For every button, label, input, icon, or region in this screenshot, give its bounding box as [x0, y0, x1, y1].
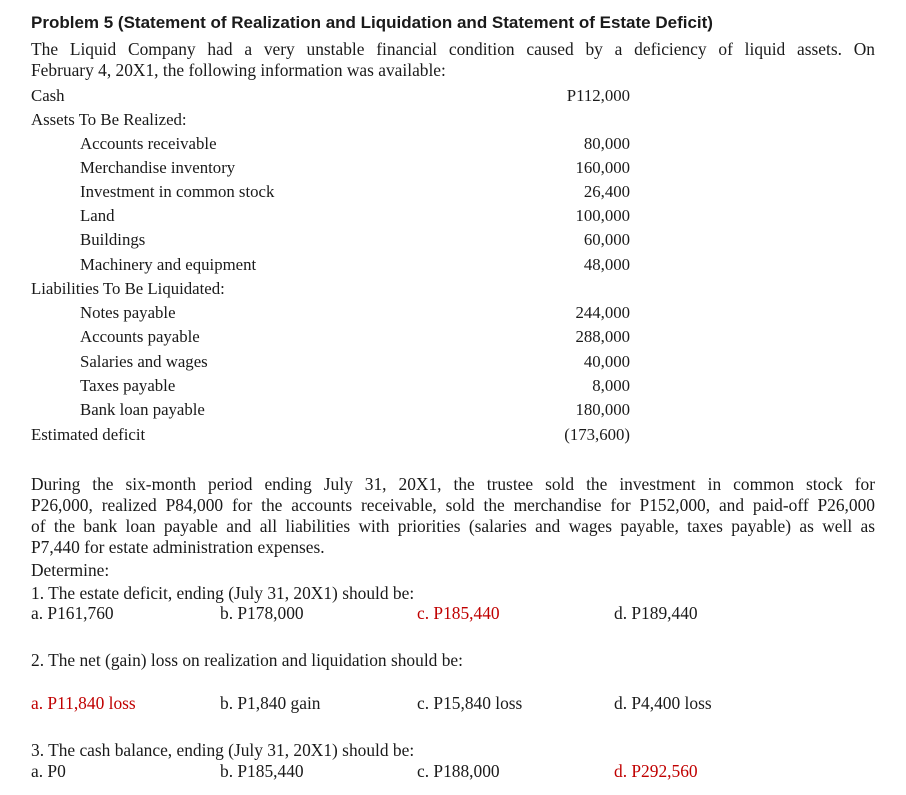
liability-value: 180,000 — [575, 400, 630, 419]
body-line-3: of the bank loan payable and all liabilities with priorities (salaries and wages payable, taxes payable) as well as — [31, 516, 875, 536]
question-3: 3. The cash balance, ending (July 31, 20X1) should be: — [31, 740, 415, 760]
asset-label: Accounts receivable — [80, 134, 217, 153]
body-line-4: P7,440 for estate administration expenses. — [31, 537, 325, 557]
liability-value: 244,000 — [575, 303, 630, 322]
problem-title: Problem 5 (Statement of Realization and Liquidation and Statement of Estate Deficit) — [31, 13, 713, 32]
asset-value: 26,400 — [583, 182, 630, 201]
cash-label: Cash — [31, 86, 65, 105]
q3-option-d[interactable]: d. P292,560 — [614, 761, 698, 781]
q2-option-c[interactable]: c. P15,840 loss — [417, 693, 523, 713]
liability-value: 8,000 — [592, 376, 630, 395]
deficit-value: (173,600) — [564, 425, 630, 444]
asset-value: 80,000 — [583, 134, 630, 153]
liability-label: Salaries and wages — [80, 352, 208, 371]
deficit-label: Estimated deficit — [31, 425, 146, 444]
question-1: 1. The estate deficit, ending (July 31, 20X1) should be: — [31, 583, 415, 603]
liability-value: 40,000 — [583, 352, 630, 371]
asset-value: 100,000 — [575, 206, 630, 225]
asset-value: 48,000 — [583, 255, 630, 274]
q1-option-a[interactable]: a. P161,760 — [31, 603, 114, 623]
asset-value: 60,000 — [583, 230, 630, 249]
q3-option-b[interactable]: b. P185,440 — [220, 761, 304, 781]
q1-option-c[interactable]: c. P185,440 — [417, 603, 500, 623]
q3-option-a[interactable]: a. P0 — [31, 761, 66, 781]
liability-label: Bank loan payable — [80, 400, 205, 419]
intro-line-2: February 4, 20X1, the following information was available: — [31, 60, 446, 80]
liability-label: Taxes payable — [80, 376, 176, 395]
asset-value: 160,000 — [575, 158, 630, 177]
q3-option-c[interactable]: c. P188,000 — [417, 761, 500, 781]
q2-option-b[interactable]: b. P1,840 gain — [220, 693, 321, 713]
cash-value: P112,000 — [566, 86, 630, 105]
liability-value: 288,000 — [575, 327, 630, 346]
assets-heading: Assets To Be Realized: — [31, 110, 187, 129]
q2-option-d[interactable]: d. P4,400 loss — [614, 693, 712, 713]
q2-option-a[interactable]: a. P11,840 loss — [31, 693, 136, 713]
asset-label: Machinery and equipment — [80, 255, 257, 274]
asset-label: Land — [80, 206, 115, 225]
liability-label: Accounts payable — [80, 327, 200, 346]
q1-option-d[interactable]: d. P189,440 — [614, 603, 698, 623]
intro-line-1: The Liquid Company had a very unstable financial condition caused by a deficiency of liquid assets. On — [31, 39, 875, 59]
asset-label: Investment in common stock — [80, 182, 275, 201]
liabilities-heading: Liabilities To Be Liquidated: — [31, 279, 225, 298]
q1-option-b[interactable]: b. P178,000 — [220, 603, 304, 623]
liability-label: Notes payable — [80, 303, 176, 322]
asset-label: Merchandise inventory — [80, 158, 236, 177]
asset-label: Buildings — [80, 230, 146, 249]
determine-label: Determine: — [31, 560, 110, 580]
question-2: 2. The net (gain) loss on realization and liquidation should be: — [31, 650, 463, 670]
body-line-2: P26,000, realized P84,000 for the accounts receivable, sold the merchandise for P152,000, and paid-off P26,000 — [31, 495, 875, 515]
body-line-1: During the six-month period ending July 31, 20X1, the trustee sold the investment in common stock for — [31, 474, 875, 494]
